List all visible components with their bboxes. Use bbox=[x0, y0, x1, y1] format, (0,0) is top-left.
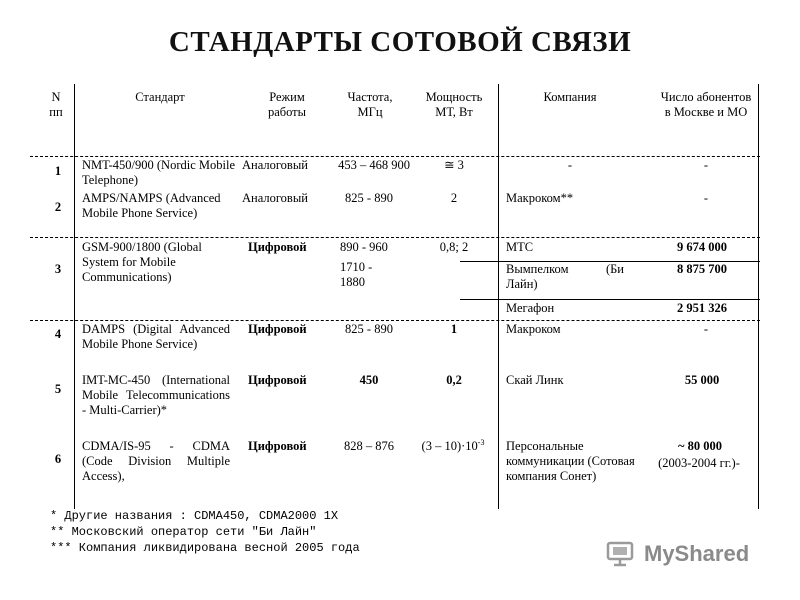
row-subscribers: (2003-2004 гг.)- bbox=[658, 456, 740, 470]
header-standard: Стандарт bbox=[135, 90, 185, 104]
row-company: Макроком bbox=[506, 322, 561, 336]
column-divider bbox=[74, 84, 75, 509]
row-subscribers: - bbox=[703, 158, 709, 172]
row-subscribers: 8 875 700 bbox=[677, 262, 727, 276]
watermark-text: MyShared bbox=[644, 541, 750, 566]
row-subscribers: 55 000 bbox=[684, 373, 720, 387]
row-company: Вымпелком (Би Лайн) bbox=[506, 262, 624, 291]
row-power: 0,8; 2 bbox=[439, 240, 469, 254]
row-mode: Цифровой bbox=[248, 439, 307, 453]
row-company: Скай Линк bbox=[506, 373, 564, 387]
row-power: ≅ 3 bbox=[444, 158, 464, 172]
row-power: 1 bbox=[450, 322, 458, 336]
row-mode: Цифровой bbox=[248, 373, 307, 387]
row-freq: 890 - 960 bbox=[340, 240, 388, 254]
row-standard: GSM-900/1800 (Global System for Mobile Communications) bbox=[82, 240, 202, 284]
footnotes bbox=[50, 508, 360, 556]
row-mode: Аналоговый bbox=[242, 158, 308, 172]
row-num: 6 bbox=[54, 452, 62, 466]
row-freq: 1710 - 1880 bbox=[340, 260, 373, 289]
row-company: Мегафон bbox=[506, 301, 555, 315]
row-power: 0,2 bbox=[446, 373, 462, 387]
row-freq: 825 - 890 bbox=[345, 322, 393, 336]
row-subscribers: ~ 80 000 bbox=[677, 439, 722, 453]
header-num: N пп bbox=[49, 90, 63, 119]
footnote: *** Компания ликвидирована весной 2005 года bbox=[50, 541, 360, 555]
row-subscribers: - bbox=[703, 322, 709, 336]
power-exponent: -3 bbox=[477, 437, 485, 447]
row-num: 4 bbox=[54, 327, 62, 341]
row-power bbox=[410, 439, 496, 454]
header-freq: Частота, МГц bbox=[347, 90, 393, 119]
column-divider bbox=[498, 84, 499, 509]
row-company: Макроком** bbox=[506, 191, 574, 205]
row-subscribers: 2 951 326 bbox=[677, 301, 727, 315]
row-mode: Цифровой bbox=[248, 322, 307, 336]
row-power: 2 bbox=[450, 191, 458, 205]
row-mode: Цифровой bbox=[248, 240, 307, 254]
row-freq: 825 - 890 bbox=[345, 191, 393, 205]
row-company: - bbox=[567, 158, 573, 172]
header-company: Компания bbox=[543, 90, 597, 104]
page-title: СТАНДАРТЫ СОТОВОЙ СВЯЗИ bbox=[168, 26, 632, 58]
footnote: * Другие названия : CDMA450, CDMA2000 1X bbox=[50, 509, 339, 523]
column-divider bbox=[758, 84, 759, 509]
watermark-logo bbox=[606, 538, 766, 570]
row-mode: Аналоговый bbox=[242, 191, 308, 205]
header-power: Мощность МТ, Вт bbox=[425, 90, 483, 119]
presentation-icon bbox=[606, 540, 634, 568]
row-divider bbox=[30, 237, 760, 238]
row-freq: 828 – 876 bbox=[344, 439, 394, 453]
row-divider bbox=[460, 299, 760, 300]
row-standard: AMPS/NAMPS (Advanced Mobile Phone Service) bbox=[82, 191, 221, 220]
row-standard: CDMA/IS-95 - CDMA (Code Division Multiple Access), bbox=[82, 439, 230, 483]
row-num: 3 bbox=[54, 262, 62, 276]
row-company: Персональные коммуникации (Сотовая компания Сонет) bbox=[506, 439, 635, 483]
header-mode: Режим работы bbox=[267, 90, 307, 119]
power-base: (3 – 10)·10 bbox=[421, 439, 478, 453]
row-num: 5 bbox=[54, 382, 62, 396]
row-standard: NMT-450/900 (Nordic Mobile Telephone) bbox=[82, 158, 235, 187]
row-num: 2 bbox=[54, 200, 62, 214]
row-freq: 450 bbox=[359, 373, 379, 387]
row-num: 1 bbox=[54, 164, 62, 178]
row-divider bbox=[30, 156, 760, 157]
row-subscribers: 9 674 000 bbox=[677, 240, 727, 254]
row-subscribers: - bbox=[703, 191, 709, 205]
footnote: ** Московский оператор сети "Би Лайн" bbox=[50, 525, 317, 539]
row-standard: IMT-MC-450 (International Mobile Telecommunications - Multi-Carrier)* bbox=[82, 373, 230, 417]
row-freq: 453 – 468 900 bbox=[338, 158, 410, 172]
standards-table bbox=[30, 84, 760, 509]
row-divider bbox=[30, 320, 760, 321]
row-standard: DAMPS (Digital Advanced Mobile Phone Service) bbox=[82, 322, 230, 351]
row-company: МТС bbox=[506, 240, 534, 254]
header-subscribers: Число абонентов в Москве и МО bbox=[660, 90, 752, 119]
